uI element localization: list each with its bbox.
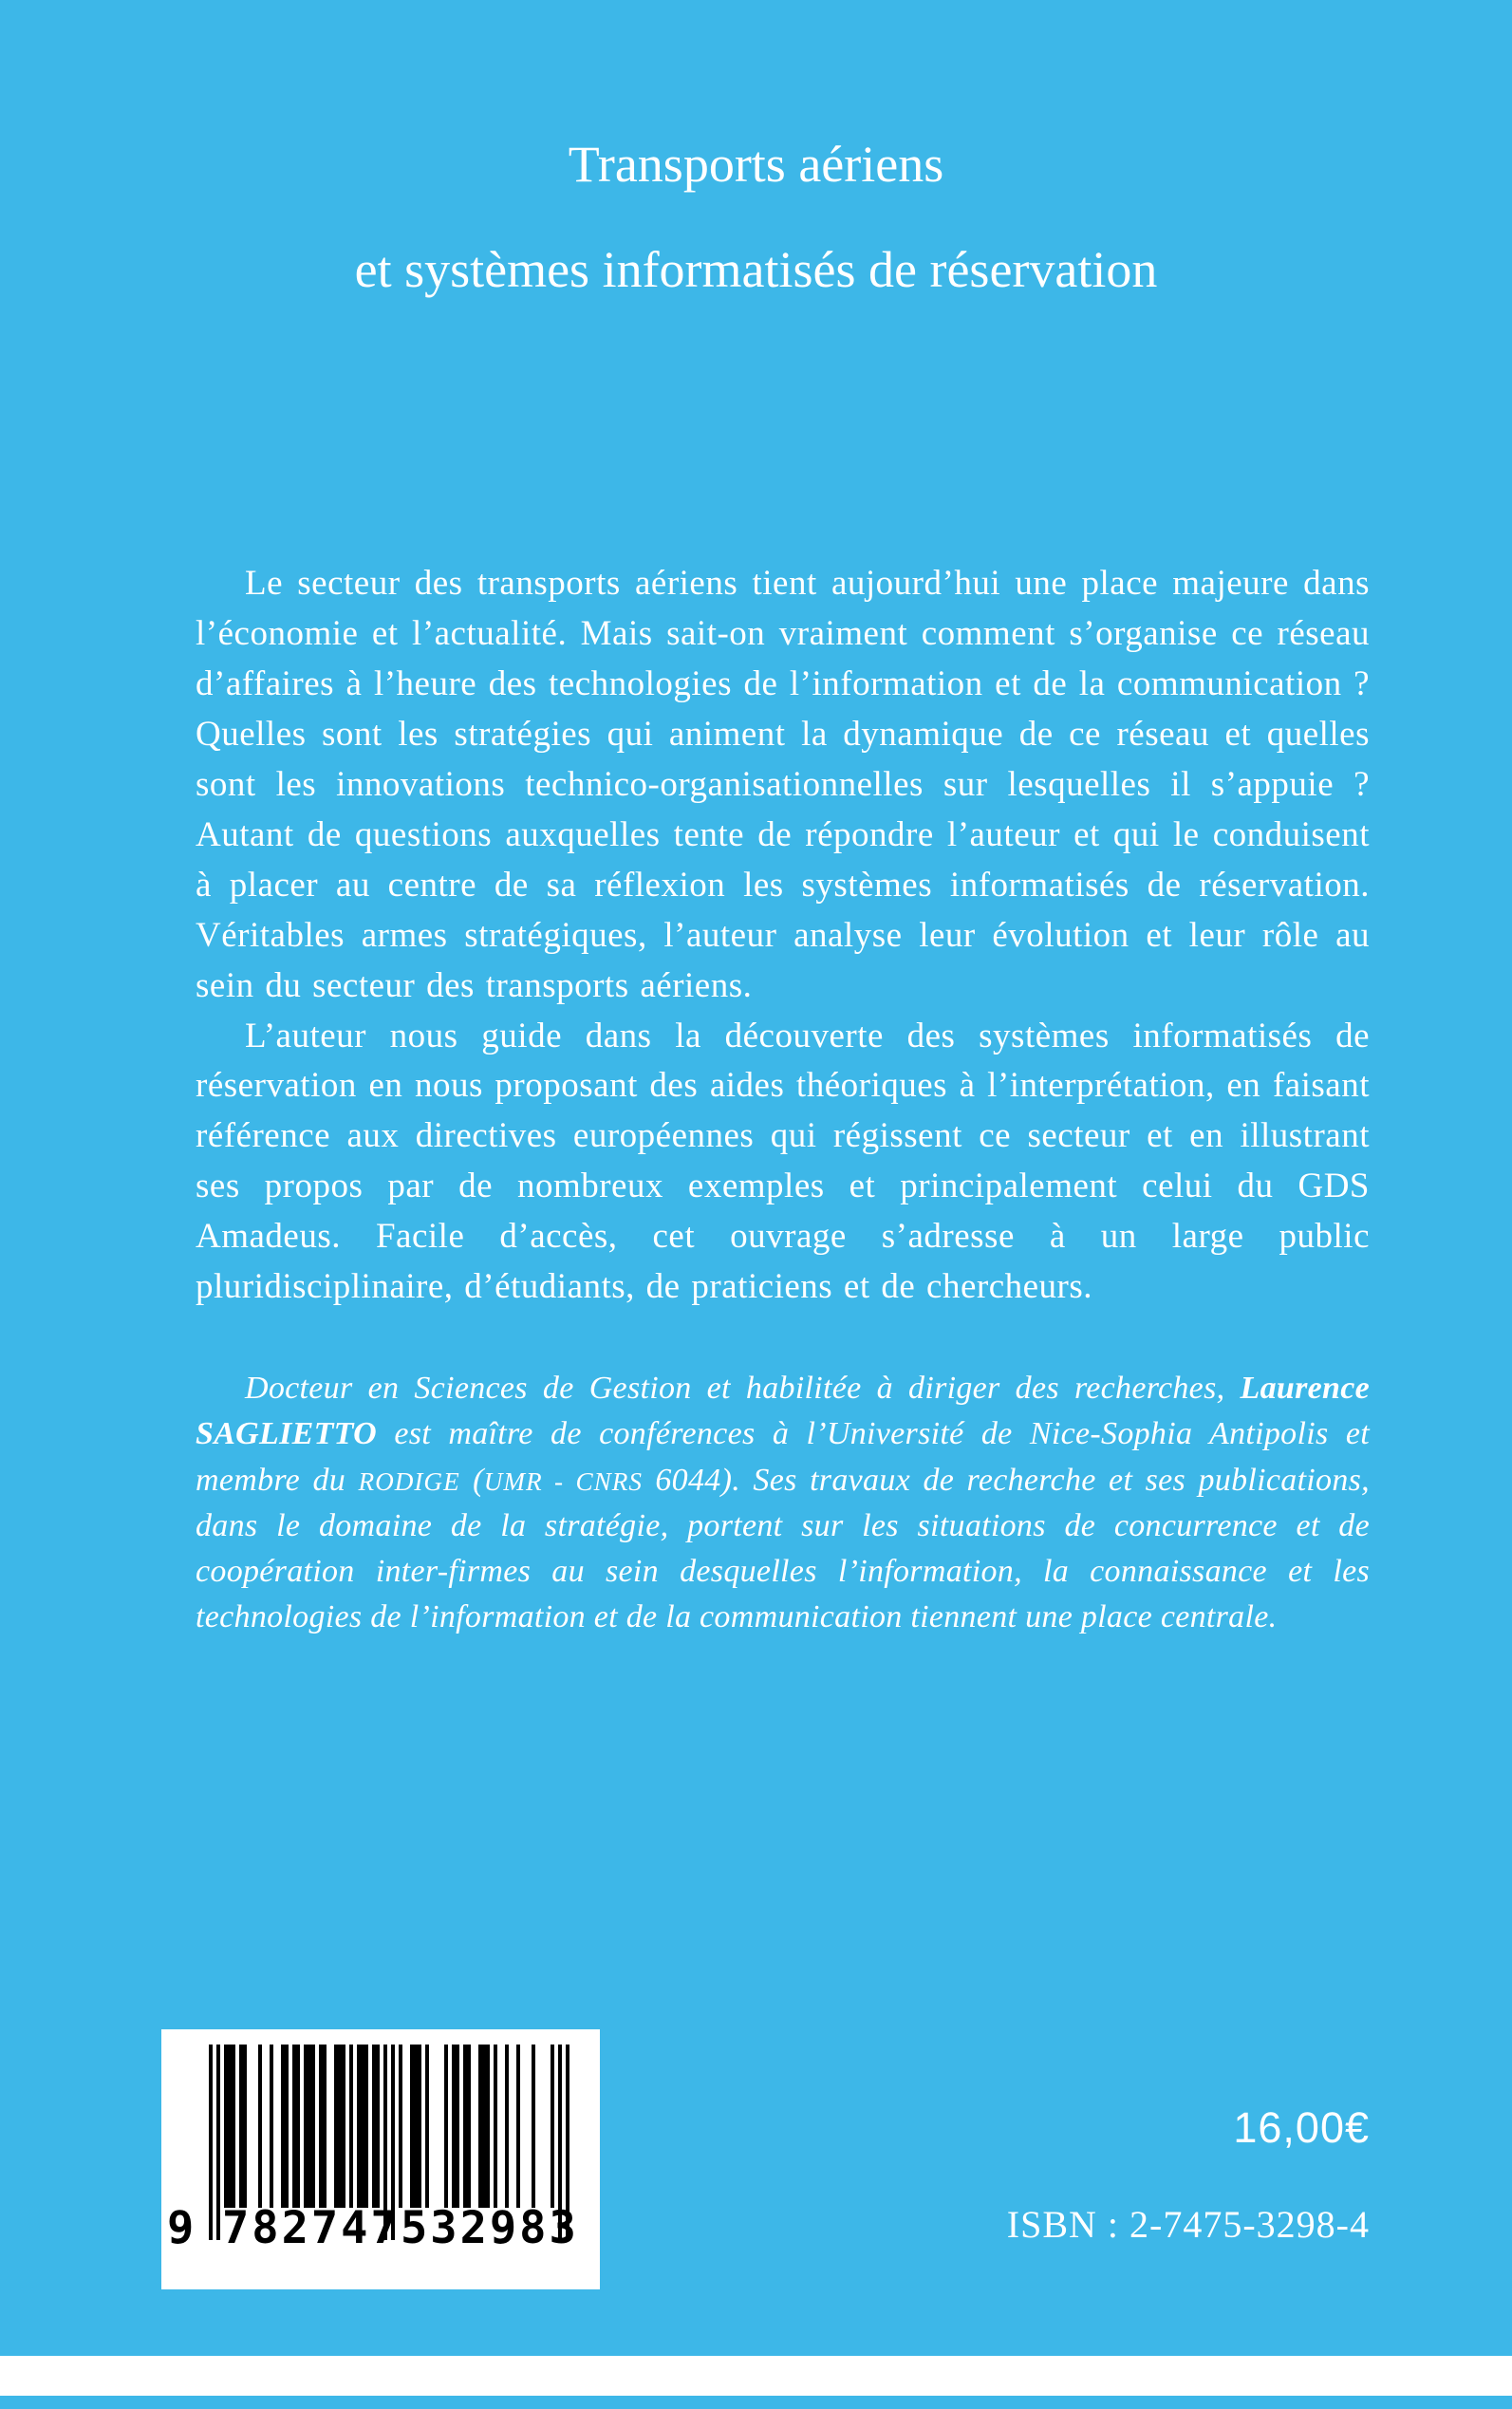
price: 16,00€ (1233, 2103, 1370, 2152)
synopsis (196, 559, 1370, 1313)
book-title-line2: et systèmes informatisés de réservation (354, 240, 1158, 298)
synopsis-paragraph-1: Le secteur des transports aériens tient aujourd’hui une place majeure dans l’économie et l’actualité. Mais sait-on vraiment comment s’organise ce réseau d’affaires à l’heure des technologies de l’information et de la communication ? Quelles sont les stratégies qui animent la dynamique de ce réseau et quelles sont les innovations technico-organisationnelles sur lesquelles il s’appuie ? Autant de questions auxquelles tente de répondre l’auteur et qui le conduisent à placer au centre de sa réflexion les systèmes informatisés de réservation. Véritables armes stratégiques, l’auteur analyse leur évolution et leur rôle au sein du secteur des transports aériens. (196, 564, 1370, 1005)
bio-segment: Docteur en Sciences de Gestion et habilitée à diriger des recherches, (245, 1370, 1241, 1406)
author-bio-text (196, 1366, 1370, 1641)
barcode-digits-group2: 532983 (401, 2202, 579, 2254)
bio-segment: RODIGE (358, 1466, 460, 1496)
bio-segment: est maître de conférences à l’Université de Nice-Sophia Antipolis et membre du (196, 1416, 1370, 1498)
book-title (0, 0, 1512, 322)
bio-segment: ( (459, 1462, 484, 1498)
isbn: ISBN : 2-7475-3298-4 (1006, 2203, 1370, 2246)
bio-segment: UMR - CNRS (483, 1466, 643, 1496)
barcode-digit-first: 9 (167, 2202, 195, 2254)
barcode-digits-group1: 782747 (222, 2202, 401, 2254)
synopsis-paragraph-2: L’auteur nous guide dans la découverte des systèmes informatisés de réservation en nous proposant des aides théoriques à l’interprétation, en faisant référence aux directives européennes qui régissent ce secteur et en illustrant ses propos par de nombreux exemples et principalement celui du GDS Amadeus. Facile d’accès, cet ouvrage s’adresse à un large public pluridisciplinaire, d’étudiants, de praticiens et de chercheurs. (196, 1016, 1370, 1307)
book-title-line1: Transports aériens (568, 136, 944, 193)
bio-segment: Laurence SAGLIETTO (196, 1370, 1370, 1452)
barcode (161, 2029, 600, 2289)
bio-segment: 6044). Ses travaux de recherche et ses publications, dans le domaine de la stratégie, portent sur les situations de concurrence et de coopération inter-firmes au sein desquelles l’information, la connaissance et les technologies de l’information et de la communication tiennent une place centrale. (196, 1462, 1370, 1635)
barcode-digits (161, 2202, 600, 2259)
bottom-white-strip (0, 2356, 1512, 2396)
author-bio (196, 1366, 1370, 1641)
